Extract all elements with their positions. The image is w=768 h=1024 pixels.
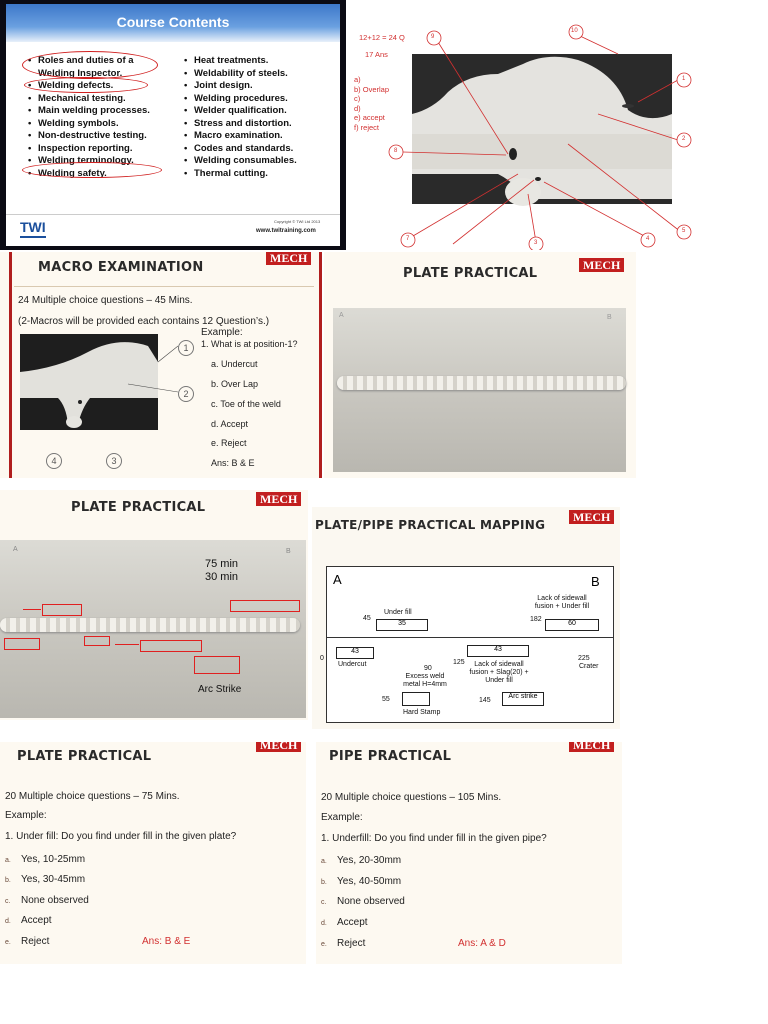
- list-item: • Welding procedures.: [182, 93, 332, 106]
- map-number: 182: [530, 616, 542, 623]
- option-letter: e.: [321, 941, 327, 948]
- answer-option: Accept: [21, 915, 52, 926]
- defect-box: [230, 600, 300, 612]
- defect-segment: [467, 645, 529, 657]
- map-number: 225: [578, 655, 590, 662]
- arc-strike-label: Arc Strike: [198, 684, 242, 695]
- option-letter: c.: [321, 899, 327, 906]
- list-item: • Weldability of steels.: [182, 68, 332, 81]
- answer-option: c. Toe of the weld: [211, 399, 281, 409]
- defect-box: [194, 656, 240, 674]
- question: 1. Under fill: Do you find under fill in the given plate?: [5, 831, 237, 842]
- plate: [412, 134, 672, 169]
- list-item: • Welding symbols.: [26, 118, 166, 131]
- answer-option: Yes, 20-30mm: [337, 855, 402, 866]
- map-number: 43: [351, 648, 359, 655]
- defect-segment: [545, 619, 599, 631]
- answer: Ans: A & D: [458, 938, 506, 949]
- time-note: 30 min: [205, 571, 239, 583]
- end-label-b: B: [591, 574, 600, 589]
- macro-option: a): [354, 75, 361, 84]
- pore: [535, 177, 541, 181]
- marker-label: 3: [534, 240, 538, 246]
- map-label: Lack of sidewall fusion + Under fill: [534, 595, 590, 610]
- option-letter: e.: [5, 939, 11, 946]
- macro-option: f) reject: [354, 122, 380, 132]
- macro-svg: [348, 14, 726, 250]
- map-number: 55: [382, 696, 390, 703]
- highlight-oval: [24, 77, 148, 93]
- macro-note: 17 Ans: [365, 50, 388, 59]
- plate-photo: [0, 540, 306, 718]
- marker-label: 2: [682, 136, 686, 142]
- answer-option: b. Over Lap: [211, 379, 259, 389]
- defect-box: [84, 636, 110, 646]
- center-line: [327, 637, 613, 638]
- list-item: • Mechanical testing.: [26, 93, 166, 106]
- list-item: • Welding consumables.: [182, 155, 332, 168]
- answer-option: a. Undercut: [211, 359, 258, 369]
- example-label: Example:: [321, 812, 363, 823]
- map-label: Under fill: [384, 609, 412, 616]
- map-number: 45: [363, 615, 371, 622]
- highlight-oval: [22, 162, 162, 178]
- slide-title: PLATE/PIPE PRACTICAL MAPPING: [315, 518, 546, 532]
- end-label-a: A: [333, 572, 342, 587]
- question: 1. Underfill: Do you find under fill in the given pipe?: [321, 833, 547, 844]
- list-item: • Joint design.: [182, 80, 332, 93]
- answer: Ans: B & E: [142, 936, 191, 947]
- mech-badge: MECH: [579, 258, 624, 272]
- option-letter: a.: [5, 857, 11, 864]
- map-number: 35: [398, 620, 406, 627]
- map-label: Undercut: [338, 661, 367, 668]
- defect-box: [140, 640, 202, 652]
- corner-label: A: [13, 546, 18, 553]
- highlight-oval: [22, 51, 158, 79]
- mapping-slide: [312, 507, 620, 729]
- example-label: Example:: [201, 327, 243, 338]
- defect-segment: [402, 692, 430, 706]
- slide-title: PIPE PRACTICAL: [329, 749, 452, 764]
- macro-image: [18, 332, 178, 442]
- macro-annotated-image: [348, 14, 726, 250]
- marker-label: 7: [406, 236, 410, 242]
- list-item: • Main welding processes.: [26, 105, 166, 118]
- marker-label: 1: [682, 76, 686, 82]
- map-label: Hard Stamp: [403, 709, 441, 716]
- list-item: • Welding safety.: [26, 168, 166, 181]
- list-item: • Welding terminology.: [26, 155, 166, 168]
- answer-option: None observed: [337, 896, 405, 907]
- answer: Ans: B & E: [211, 458, 255, 468]
- map-number: 0: [320, 655, 324, 662]
- option-letter: d.: [5, 918, 11, 925]
- website: www.twitraining.com: [256, 228, 316, 234]
- course-contents-slide: [0, 0, 346, 250]
- corner-label: B: [607, 314, 612, 321]
- macro-exam-slide: [0, 252, 322, 478]
- marker-label: 9: [431, 34, 435, 40]
- defect-segment: [502, 692, 544, 706]
- weld-bead: [337, 376, 626, 390]
- mech-badge: MECH: [256, 492, 301, 506]
- mapping-diagram: [320, 566, 614, 723]
- corner-label: B: [286, 548, 291, 555]
- example-label: Example:: [5, 810, 47, 821]
- plate-photo: [333, 308, 626, 472]
- time-note: 75 min: [205, 558, 239, 570]
- map-number: 125: [453, 659, 465, 666]
- weld-bead: [0, 618, 300, 632]
- answer-option: Yes, 30-45mm: [21, 874, 86, 885]
- list-item: • Welding defects.: [26, 80, 166, 93]
- macro-note: 12+12 = 24 Q: [359, 33, 405, 42]
- map-number: 145: [479, 697, 491, 704]
- arrow: [115, 644, 139, 645]
- corner-label: A: [339, 312, 344, 319]
- question: 1. What is at position-1?: [201, 339, 298, 349]
- macro-option: b) Overlap: [354, 84, 390, 94]
- slide-border: [319, 252, 322, 478]
- right-topic-list: [182, 55, 332, 180]
- title-divider: [14, 286, 314, 287]
- undercut-mark: [622, 104, 634, 108]
- slide-title: MACRO EXAMINATION: [38, 260, 204, 275]
- exam-info: (2-Macros will be provided each contains 12 Question’s.): [18, 316, 270, 327]
- defect-segment: [376, 619, 428, 631]
- slide-footer: [6, 214, 340, 247]
- option-letter: c.: [5, 898, 11, 905]
- pipe-quiz-slide: [316, 742, 622, 964]
- exam-info: 24 Multiple choice questions – 45 Mins.: [18, 295, 193, 306]
- answer-option: Reject: [21, 936, 50, 947]
- quiz-info: 20 Multiple choice questions – 75 Mins.: [5, 791, 180, 802]
- slide-title: PLATE PRACTICAL: [71, 500, 206, 515]
- list-item: • Non-destructive testing.: [26, 130, 166, 143]
- macro-option: c): [354, 94, 361, 103]
- plate-quiz-slide: [0, 742, 306, 964]
- map-label: Arc strike: [508, 693, 538, 700]
- map-label: Excess weld metal H=4mm: [403, 673, 447, 688]
- plate-practical-photo-slide: [324, 252, 636, 478]
- pore: [509, 148, 517, 160]
- list-item: • Macro examination.: [182, 130, 332, 143]
- position-marker: 3: [106, 453, 122, 469]
- macro-option-list: [354, 75, 389, 132]
- slide-title: PLATE PRACTICAL: [403, 266, 538, 281]
- root-bead: [505, 178, 541, 206]
- answer-option: Yes, 10-25mm: [21, 854, 86, 865]
- quiz-info: 20 Multiple choice questions – 105 Mins.: [321, 792, 502, 803]
- mech-badge: MECH: [569, 510, 614, 524]
- option-letter: b.: [321, 879, 327, 886]
- list-item: • Stress and distortion.: [182, 118, 332, 131]
- logo-underline: [20, 236, 46, 238]
- defect-box: [42, 604, 82, 616]
- list-item: • Heat treatments.: [182, 55, 332, 68]
- twi-logo: TWI: [20, 219, 46, 235]
- map-number: 90: [424, 665, 432, 672]
- macro-option: d): [354, 103, 361, 113]
- marker-label: 4: [646, 236, 650, 242]
- marker-label: 5: [682, 228, 686, 234]
- option-letter: d.: [321, 920, 327, 927]
- map-label: Lack of sidewall fusion + Slag(20) + Under fill: [469, 661, 529, 684]
- slide-border: [9, 252, 12, 478]
- macro-option: e) accept: [354, 113, 385, 122]
- list-item: • Roles and duties of a Welding Inspector.: [26, 55, 166, 80]
- list-item: • Codes and standards.: [182, 143, 332, 156]
- plate-practical-annotated-slide: [0, 490, 308, 720]
- answer-option: Accept: [337, 917, 368, 928]
- defect-segment: [336, 647, 374, 659]
- mech-badge: MECH: [569, 742, 614, 752]
- answer-option: None observed: [21, 895, 89, 906]
- defect-box: [4, 638, 40, 650]
- answer-option: Yes, 40-50mm: [337, 876, 402, 887]
- map-number: 43: [494, 646, 502, 653]
- position-marker: 2: [178, 386, 194, 402]
- list-item: • Inspection reporting.: [26, 143, 166, 156]
- option-letter: b.: [5, 877, 11, 884]
- arrow: [23, 609, 41, 610]
- marker-label: 8: [394, 148, 398, 154]
- option-letter: a.: [321, 858, 327, 865]
- map-label: Crater: [579, 663, 599, 670]
- position-marker: 1: [178, 340, 194, 356]
- mech-badge: MECH: [256, 742, 301, 752]
- list-item: • Thermal cutting.: [182, 168, 332, 181]
- map-number: 60: [568, 620, 576, 627]
- marker-label: 10: [571, 28, 578, 34]
- answer-option: Reject: [337, 938, 366, 949]
- list-item: • Welder qualification.: [182, 105, 332, 118]
- slide-title: PLATE PRACTICAL: [17, 749, 152, 764]
- position-marker: 4: [46, 453, 62, 469]
- mech-badge: MECH: [266, 252, 311, 265]
- answer-option: e. Reject: [211, 438, 247, 448]
- answer-option: d. Accept: [211, 419, 249, 429]
- course-title: Course Contents: [116, 14, 230, 30]
- copyright: Copyright © TWI Ltd 2013: [274, 219, 321, 224]
